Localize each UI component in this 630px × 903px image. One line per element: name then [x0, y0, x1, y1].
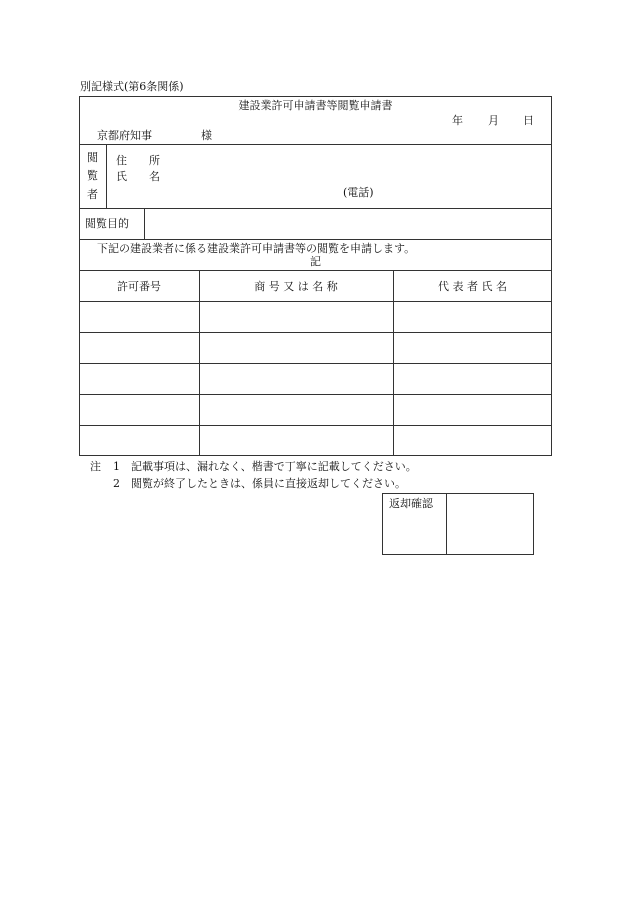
table-top-line [79, 270, 552, 271]
name-label: 氏 名 [116, 170, 160, 183]
row2-permit-number-cell[interactable] [80, 333, 198, 363]
ki-label: 記 [310, 255, 321, 268]
row3-representative-cell[interactable] [394, 364, 551, 394]
viewer-label-3: 者 [87, 188, 98, 201]
note-1-text: 記載事項は、漏れなく、楷書で丁寧に記載してください。 [131, 460, 417, 473]
header-trade-name: 商 号 又 は 名 称 [254, 280, 338, 293]
divider-purpose-label [144, 208, 145, 239]
viewer-label-2: 覧 [87, 169, 98, 182]
divider-purpose-top [79, 208, 552, 209]
divider-viewer-top [79, 144, 552, 145]
return-confirmation-label: 返却確認 [389, 497, 433, 510]
note-1-number: 1 [113, 460, 120, 473]
notes-prefix: 注 [90, 460, 101, 473]
viewer-label-1: 閲 [87, 151, 98, 164]
header-representative-name: 代 表 者 氏 名 [438, 280, 507, 293]
address-label: 住 所 [116, 154, 160, 167]
row4-trade-name-cell[interactable] [200, 395, 392, 425]
divider-viewer-label [106, 144, 107, 208]
request-text: 下記の建設業者に係る建設業許可申請書等の閲覧を申請します。 [97, 242, 416, 255]
row3-permit-number-cell[interactable] [80, 364, 198, 394]
row4-permit-number-cell[interactable] [80, 395, 198, 425]
phone-field[interactable] [385, 184, 545, 200]
addressee-honorific: 様 [201, 129, 212, 142]
note-2-number: 2 [113, 477, 120, 490]
form-style-label: 別記様式(第6条関係) [80, 80, 184, 93]
row2-representative-cell[interactable] [394, 333, 551, 363]
date-year: 年 [452, 114, 463, 127]
row4-representative-cell[interactable] [394, 395, 551, 425]
note-2-text: 閲覧が終了したときは、係員に直接返却してください。 [131, 477, 406, 490]
name-field[interactable] [170, 167, 545, 183]
row5-representative-cell[interactable] [394, 426, 551, 455]
purpose-field[interactable] [148, 211, 548, 236]
purpose-label: 閲覧目的 [85, 217, 129, 230]
row2-trade-name-cell[interactable] [200, 333, 392, 363]
row3-trade-name-cell[interactable] [200, 364, 392, 394]
divider-request-top [79, 239, 552, 240]
phone-label: (電話) [343, 186, 374, 199]
row1-representative-cell[interactable] [394, 302, 551, 332]
date-day: 日 [523, 114, 534, 127]
addressee: 京都府知事 [97, 129, 152, 142]
address-field[interactable] [170, 150, 545, 166]
row5-trade-name-cell[interactable] [200, 426, 392, 455]
header-permit-number: 許可番号 [117, 280, 161, 293]
form-title: 建設業許可申請書等閲覧申請書 [238, 99, 393, 112]
date-month: 月 [488, 114, 499, 127]
return-confirmation-stamp-area[interactable] [448, 495, 532, 553]
row5-permit-number-cell[interactable] [80, 426, 198, 455]
row1-permit-number-cell[interactable] [80, 302, 198, 332]
row1-trade-name-cell[interactable] [200, 302, 392, 332]
return-box-divider [446, 493, 447, 555]
